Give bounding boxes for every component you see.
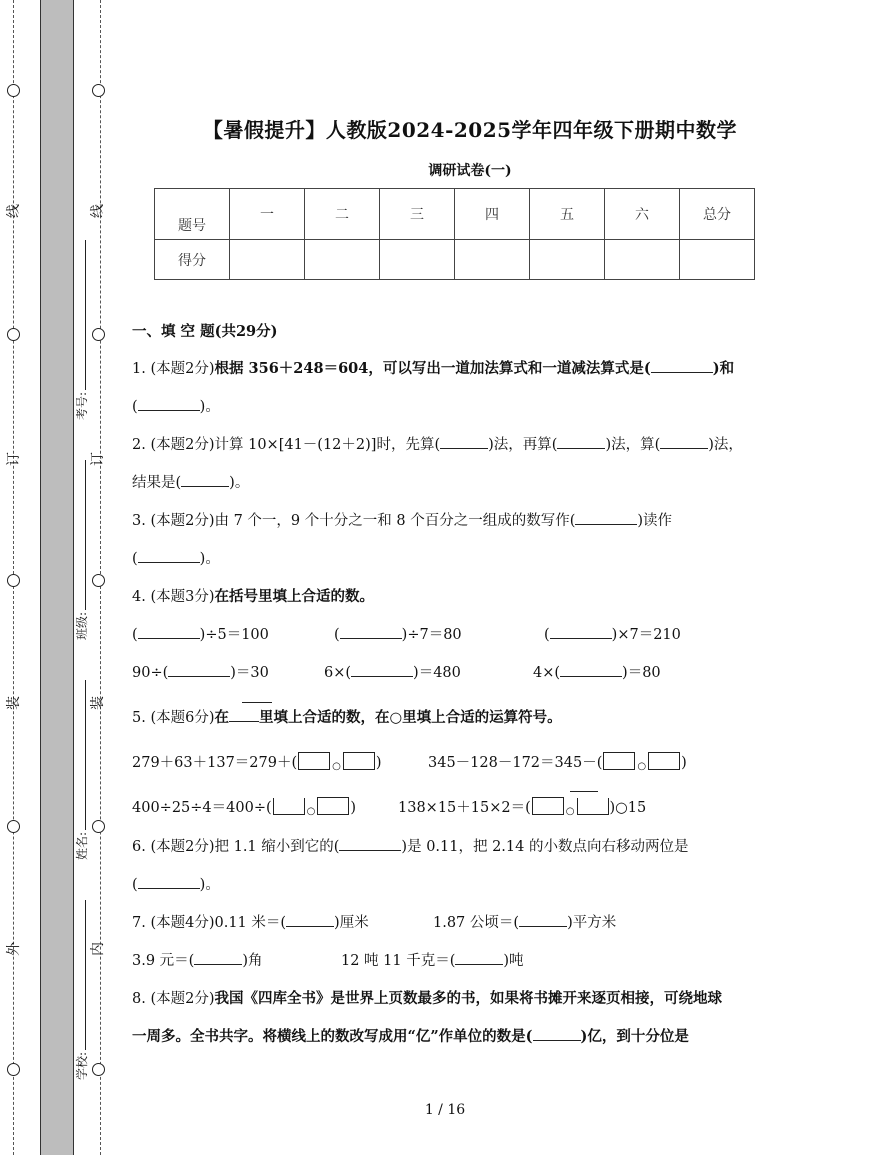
q5-expression: 400÷25÷4＝400÷( ○ ) [132,797,356,822]
answer-blank[interactable] [286,913,334,927]
score-header-cell: 一 [230,189,305,240]
answer-blank[interactable] [181,473,229,487]
number-box[interactable] [317,797,349,815]
question-text: 里填上合适的数，在○里填上合适的运算符号。 [258,709,562,726]
score-input-cell[interactable] [380,240,455,280]
number-box[interactable] [577,798,609,815]
question-text: )。 [199,877,220,893]
q7-item: 12 吨 11 千克＝( )吨 [341,953,524,969]
q5-expression: 345－128－172＝345－( ○ ) [428,752,687,777]
q4-item: 4×( )＝80 [533,665,661,681]
question-3 [132,511,672,531]
q4-item: ( )÷7＝80 [334,627,462,643]
number-box[interactable] [648,752,680,770]
q7-item: 3.9 元＝( )角 [132,953,263,969]
question-text: 结果是( [132,475,182,491]
question-prefix: 2. (本题2分) [132,437,215,453]
answer-blank[interactable] [550,625,612,639]
margin-char-inner-nei: 内 [90,942,106,956]
score-input-cell[interactable] [305,240,380,280]
question-prefix: 5. (本题6分) [132,710,215,726]
question-text: 根据 356＋248＝604，可以写出一道加法算式和一道减法算式是( [214,360,651,377]
question-text: 在括号里填上合适的数。 [214,588,374,605]
question-prefix: 1. (本题2分) [132,361,215,377]
exam-number-field: 考号: [74,180,90,420]
answer-blank[interactable] [575,511,637,525]
q4-item: 6×( )＝480 [324,665,461,681]
number-box[interactable] [532,797,564,815]
page-number: 1 / 16 [424,1102,466,1118]
school-field: 学校: [74,840,90,1080]
question-prefix: 4. (本题3分) [132,589,215,605]
answer-blank[interactable] [660,435,708,449]
score-input-cell[interactable] [605,240,680,280]
binding-band [40,0,74,1155]
question-4 [132,587,374,607]
question-8 [132,989,722,1009]
question-text: )。 [229,475,250,491]
score-header-cell: 二 [305,189,380,240]
question-text: ( [132,399,138,415]
question-text: )亿，到十分位是 [580,1028,689,1045]
question-prefix: 3. (本题2分) [132,513,215,529]
margin-char-outer-xian: 线 [6,204,22,218]
margin-char-inner-zhuang: 装 [90,696,106,710]
name-field: 姓名: [74,620,90,860]
question-text: )是 0.11，把 2.14 的小数点向右移动两位是 [401,839,689,855]
page-title: 【暑假提升】人教版2024-2025学年四年级下册期中数学 [202,118,738,142]
margin-char-inner-ding: 订 [90,452,106,466]
q4-item: 90÷( )＝30 [132,665,269,681]
question-5 [132,708,562,728]
answer-blank[interactable] [138,549,200,563]
section-heading: 一、填 空 题(共29分) [132,323,278,340]
score-header-cell: 五 [530,189,605,240]
answer-blank[interactable] [138,875,200,889]
punch-hole-inner-5 [92,1063,105,1076]
question-text: )法，再算( [488,437,558,453]
punch-hole-inner-3 [92,574,105,587]
answer-blank[interactable] [455,951,503,965]
question-text: )法，算( [605,437,661,453]
q5-expression: 138×15＋15×2＝( ○ )○15 [398,797,646,822]
question-text: )读作 [637,513,673,529]
question-2 [132,435,743,455]
punch-hole-outer-3 [7,574,20,587]
punch-hole-outer-5 [7,1063,20,1076]
question-1 [132,359,734,379]
margin-char-inner-xian: 线 [90,204,106,218]
question-text: 把 1.1 缩小到它的( [214,839,340,855]
punch-hole-inner-2 [92,328,105,341]
punch-hole-outer-1 [7,84,20,97]
question-text: ( [132,877,138,893]
q7-item: 1.87 公顷＝( )平方米 [433,915,617,931]
question-6 [132,837,688,857]
question-text: )和 [712,360,735,377]
question-text: )。 [199,551,220,567]
operator-circle[interactable]: ○ [306,806,316,817]
punch-hole-inner-1 [92,84,105,97]
q5-expression: 279＋63＋137＝279＋( ○ ) [132,752,382,777]
answer-blank[interactable] [351,663,413,677]
answer-blank[interactable] [168,663,230,677]
score-input-cell[interactable] [455,240,530,280]
question-7: 7. (本题4分)0.11 米＝( )厘米 [132,915,369,931]
question-text: 在 [214,709,229,726]
question-text: 我国《四库全书》是世界上页数最多的书，如果将书摊开来逐页相接，可绕地球 [214,990,722,1007]
question-prefix: 7. (本题4分) [132,915,215,931]
punch-hole-inner-4 [92,820,105,833]
question-text: 由 7 个一，9 个十分之一和 8 个百分之一组成的数写作( [214,513,576,529]
answer-blank[interactable] [533,1027,581,1041]
blank-symbol [229,708,259,722]
answer-blank[interactable] [194,951,242,965]
answer-blank[interactable] [560,663,622,677]
score-label-cell: 得分 [155,240,230,280]
question-text: )法， [708,437,743,453]
answer-blank[interactable] [651,359,713,373]
score-header-cell: 四 [455,189,530,240]
question-3-line-2 [132,549,220,569]
question-6-line-2 [132,875,220,895]
answer-blank[interactable] [557,435,605,449]
operator-circle[interactable]: ○ [565,806,575,817]
decor-overline [570,791,598,792]
score-header-cell: 题号 [155,189,230,240]
question-2-line-2 [132,473,249,493]
score-input-cell[interactable] [680,240,755,280]
operator-circle[interactable]: ○ [332,761,341,772]
margin-char-outer-wai: 外 [6,942,22,956]
answer-blank[interactable] [138,397,200,411]
question-text: )。 [199,399,220,415]
question-8-line-2 [132,1027,689,1047]
answer-blank[interactable] [519,913,567,927]
score-table [154,188,755,280]
decor-overline [242,702,272,703]
question-text: 计算 10×[41－(12＋2)]时，先算( [214,437,441,453]
answer-blank[interactable] [138,625,200,639]
score-header-cell: 总分 [680,189,755,240]
question-text: 一周多。全书共字。将横线上的数改写成用“亿”作单位的数是( [132,1028,533,1045]
operator-circle[interactable]: ○ [637,761,647,772]
number-box[interactable] [298,752,330,770]
answer-blank[interactable] [339,837,401,851]
margin-char-outer-zhuang: 装 [6,696,22,710]
q4-item: ( )÷5＝100 [132,627,269,643]
score-header-cell: 六 [605,189,680,240]
class-field: 班级: [74,400,90,640]
number-box[interactable] [273,798,305,815]
score-header-cell: 三 [380,189,455,240]
punch-hole-outer-4 [7,820,20,833]
punch-hole-outer-2 [7,328,20,341]
number-box[interactable] [603,752,635,770]
margin-char-outer-ding: 订 [6,452,22,466]
q4-item: ( )×7＝210 [544,627,681,643]
score-input-cell[interactable] [230,240,305,280]
page-subtitle: 调研试卷(一) [428,163,512,179]
question-1-line-2 [132,397,220,417]
answer-blank[interactable] [340,625,402,639]
question-text: ( [132,551,138,567]
question-prefix: 8. (本题2分) [132,991,215,1007]
answer-blank[interactable] [440,435,488,449]
question-prefix: 6. (本题2分) [132,839,215,855]
score-input-cell[interactable] [530,240,605,280]
number-box[interactable] [343,752,375,770]
